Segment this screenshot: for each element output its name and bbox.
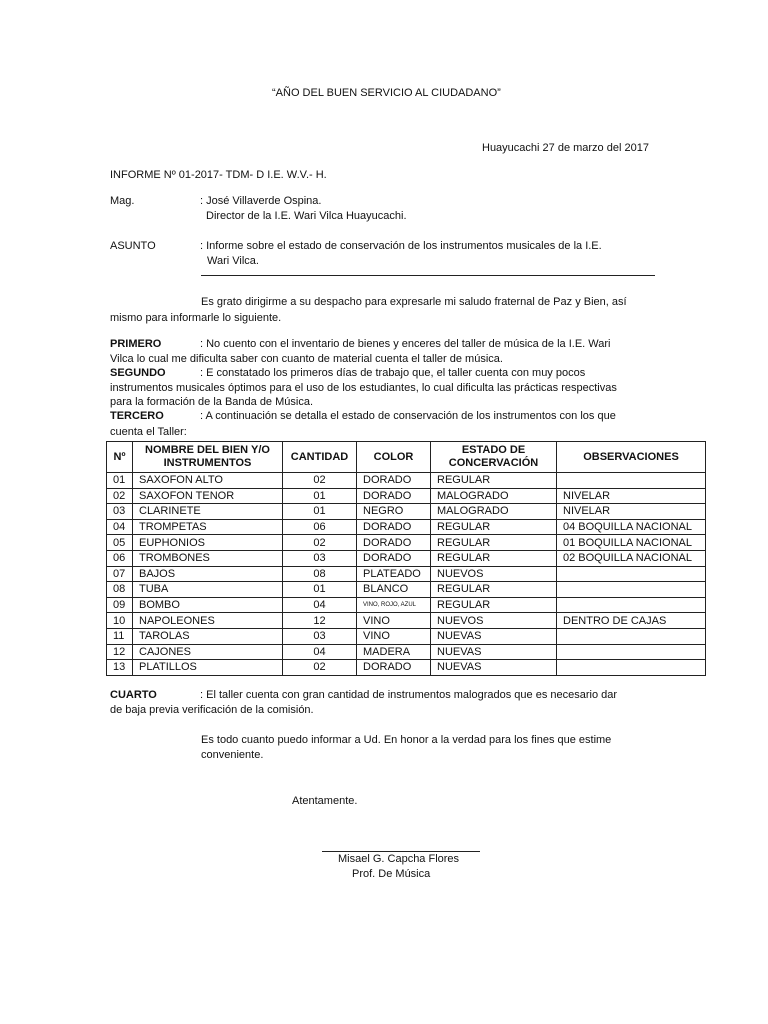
cell-observations <box>557 628 706 644</box>
header-item-name: NOMBRE DEL BIEN Y/O INSTRUMENTOS <box>133 442 283 473</box>
cell-color: NEGRO <box>357 504 431 520</box>
cell-quantity: 02 <box>283 660 357 676</box>
recipient-name: : José Villaverde Ospina. <box>200 195 322 207</box>
header-quantity: CANTIDAD <box>283 442 357 473</box>
first-point-line-1: : No cuento con el inventario de bienes y enceres del taller de música de la I.E. Wari <box>200 338 611 350</box>
cell-quantity: 03 <box>283 550 357 566</box>
cell-quantity: 06 <box>283 519 357 535</box>
cell-observations <box>557 660 706 676</box>
year-motto: “AÑO DEL BUEN SERVICIO AL CIUDADANO” <box>272 87 501 99</box>
cell-condition: REGULAR <box>431 473 557 489</box>
intro-line-2: mismo para informarle lo siguiente. <box>110 312 282 324</box>
second-point-line-3: para la formación de la Banda de Música. <box>110 396 314 408</box>
table-row <box>107 660 706 676</box>
fourth-point-label: CUARTO <box>110 689 157 701</box>
cell-item-name: TAROLAS <box>133 628 283 644</box>
second-point-label: SEGUNDO <box>110 367 166 379</box>
cell-quantity: 01 <box>283 488 357 504</box>
third-point-line-2: cuenta el Taller: <box>110 426 187 438</box>
table-row <box>107 582 706 598</box>
cell-quantity: 12 <box>283 613 357 629</box>
header-observations: OBSERVACIONES <box>557 442 706 473</box>
first-point-label: PRIMERO <box>110 338 162 350</box>
cell-observations: 04 BOQUILLA NACIONAL <box>557 519 706 535</box>
cell-item-name: BAJOS <box>133 566 283 582</box>
cell-quantity: 02 <box>283 473 357 489</box>
intro-line-1: Es grato dirigirme a su despacho para expresarle mi saludo fraternal de Paz y Bien, así <box>201 296 627 308</box>
cell-number: 05 <box>107 535 133 551</box>
cell-observations: NIVELAR <box>557 504 706 520</box>
cell-quantity: 08 <box>283 566 357 582</box>
cell-item-name: BOMBO <box>133 597 283 613</box>
table-row <box>107 488 706 504</box>
cell-number: 07 <box>107 566 133 582</box>
cell-observations <box>557 566 706 582</box>
cell-condition: MALOGRADO <box>431 504 557 520</box>
cell-color: DORADO <box>357 488 431 504</box>
third-point-line-1: : A continuación se detalla el estado de conservación de los instrumentos con los que <box>200 410 616 422</box>
table-header-row <box>107 442 706 473</box>
cell-color: DORADO <box>357 660 431 676</box>
cell-condition: NUEVAS <box>431 644 557 660</box>
cell-quantity: 04 <box>283 644 357 660</box>
cell-number: 11 <box>107 628 133 644</box>
cell-observations: 01 BOQUILLA NACIONAL <box>557 535 706 551</box>
cell-item-name: TUBA <box>133 582 283 598</box>
cell-condition: MALOGRADO <box>431 488 557 504</box>
cell-quantity: 01 <box>283 504 357 520</box>
cell-color: MADERA <box>357 644 431 660</box>
cell-number: 10 <box>107 613 133 629</box>
cell-quantity: 01 <box>283 582 357 598</box>
recipient-label: Mag. <box>110 195 135 207</box>
cell-number: 02 <box>107 488 133 504</box>
third-point-label: TERCERO <box>110 410 164 422</box>
cell-condition: REGULAR <box>431 519 557 535</box>
cell-item-name: EUPHONIOS <box>133 535 283 551</box>
fourth-point-line-2: de baja previa verificación de la comisión. <box>110 704 314 716</box>
first-point-line-2: Vilca lo cual me dificulta saber con cuanto de material cuenta el taller de música. <box>110 353 503 365</box>
cell-condition: NUEVOS <box>431 613 557 629</box>
cell-item-name: PLATILLOS <box>133 660 283 676</box>
table-row <box>107 519 706 535</box>
cell-color: DORADO <box>357 519 431 535</box>
table-row <box>107 597 706 613</box>
cell-condition: REGULAR <box>431 582 557 598</box>
table-row <box>107 473 706 489</box>
subject-line-1: : Informe sobre el estado de conservación de los instrumentos musicales de la I.E. <box>200 240 602 252</box>
cell-number: 09 <box>107 597 133 613</box>
cell-observations: NIVELAR <box>557 488 706 504</box>
subject-label: ASUNTO <box>110 240 156 252</box>
cell-number: 08 <box>107 582 133 598</box>
cell-item-name: TROMBONES <box>133 550 283 566</box>
cell-observations <box>557 473 706 489</box>
cell-item-name: SAXOFON ALTO <box>133 473 283 489</box>
fourth-point-line-1: : El taller cuenta con gran cantidad de instrumentos malogrados que es necesario dar <box>200 689 618 701</box>
signer-name: Misael G. Capcha Flores <box>338 853 460 865</box>
cell-number: 03 <box>107 504 133 520</box>
cell-condition: REGULAR <box>431 597 557 613</box>
cell-color: BLANCO <box>357 582 431 598</box>
cell-color: DORADO <box>357 550 431 566</box>
cell-quantity: 02 <box>283 535 357 551</box>
cell-color: VINO <box>357 613 431 629</box>
closing-line-1: Es todo cuanto puedo informar a Ud. En honor a la verdad para los fines que estime <box>201 734 612 746</box>
closing-line-2: conveniente. <box>201 749 264 761</box>
cell-condition: NUEVOS <box>431 566 557 582</box>
cell-condition: NUEVAS <box>431 628 557 644</box>
cell-quantity: 04 <box>283 597 357 613</box>
cell-color: VINO, ROJO, AZUL <box>357 597 431 613</box>
cell-observations: DENTRO DE CAJAS <box>557 613 706 629</box>
subject-divider <box>201 275 655 276</box>
cell-color: VINO <box>357 628 431 644</box>
report-id: INFORME Nº 01-2017- TDM- D I.E. W.V.- H. <box>110 169 327 181</box>
cell-color: DORADO <box>357 473 431 489</box>
cell-item-name: CLARINETE <box>133 504 283 520</box>
table-row <box>107 613 706 629</box>
farewell: Atentamente. <box>292 795 358 807</box>
table-row <box>107 644 706 660</box>
cell-number: 13 <box>107 660 133 676</box>
table-row <box>107 550 706 566</box>
cell-color: DORADO <box>357 535 431 551</box>
table-row <box>107 566 706 582</box>
cell-item-name: CAJONES <box>133 644 283 660</box>
table-row <box>107 535 706 551</box>
cell-number: 04 <box>107 519 133 535</box>
cell-condition: NUEVAS <box>431 660 557 676</box>
place-date: Huayucachi 27 de marzo del 2017 <box>482 142 649 154</box>
second-point-line-2: instrumentos musicales óptimos para el uso de los estudiantes, lo cual dificulta las prácticas respectivas <box>110 382 617 394</box>
cell-quantity: 03 <box>283 628 357 644</box>
subject-line-2: Wari Vilca. <box>207 255 259 267</box>
cell-color: PLATEADO <box>357 566 431 582</box>
header-color: COLOR <box>357 442 431 473</box>
cell-condition: REGULAR <box>431 535 557 551</box>
cell-observations <box>557 597 706 613</box>
cell-observations <box>557 644 706 660</box>
cell-observations <box>557 582 706 598</box>
cell-number: 06 <box>107 550 133 566</box>
cell-item-name: SAXOFON TENOR <box>133 488 283 504</box>
cell-item-name: NAPOLEONES <box>133 613 283 629</box>
cell-condition: REGULAR <box>431 550 557 566</box>
cell-number: 01 <box>107 473 133 489</box>
recipient-position: Director de la I.E. Wari Vilca Huayucachi. <box>206 210 407 222</box>
header-condition: ESTADO DE CONCERVACIÓN <box>431 442 557 473</box>
second-point-line-1: : E constatado los primeros días de trabajo que, el taller cuenta con muy pocos <box>200 367 586 379</box>
signer-title: Prof. De Música <box>352 868 431 880</box>
cell-item-name: TROMPETAS <box>133 519 283 535</box>
table-row <box>107 628 706 644</box>
cell-number: 12 <box>107 644 133 660</box>
cell-observations: 02 BOQUILLA NACIONAL <box>557 550 706 566</box>
header-number: Nº <box>107 442 133 473</box>
instruments-table <box>106 441 706 676</box>
table-row <box>107 504 706 520</box>
